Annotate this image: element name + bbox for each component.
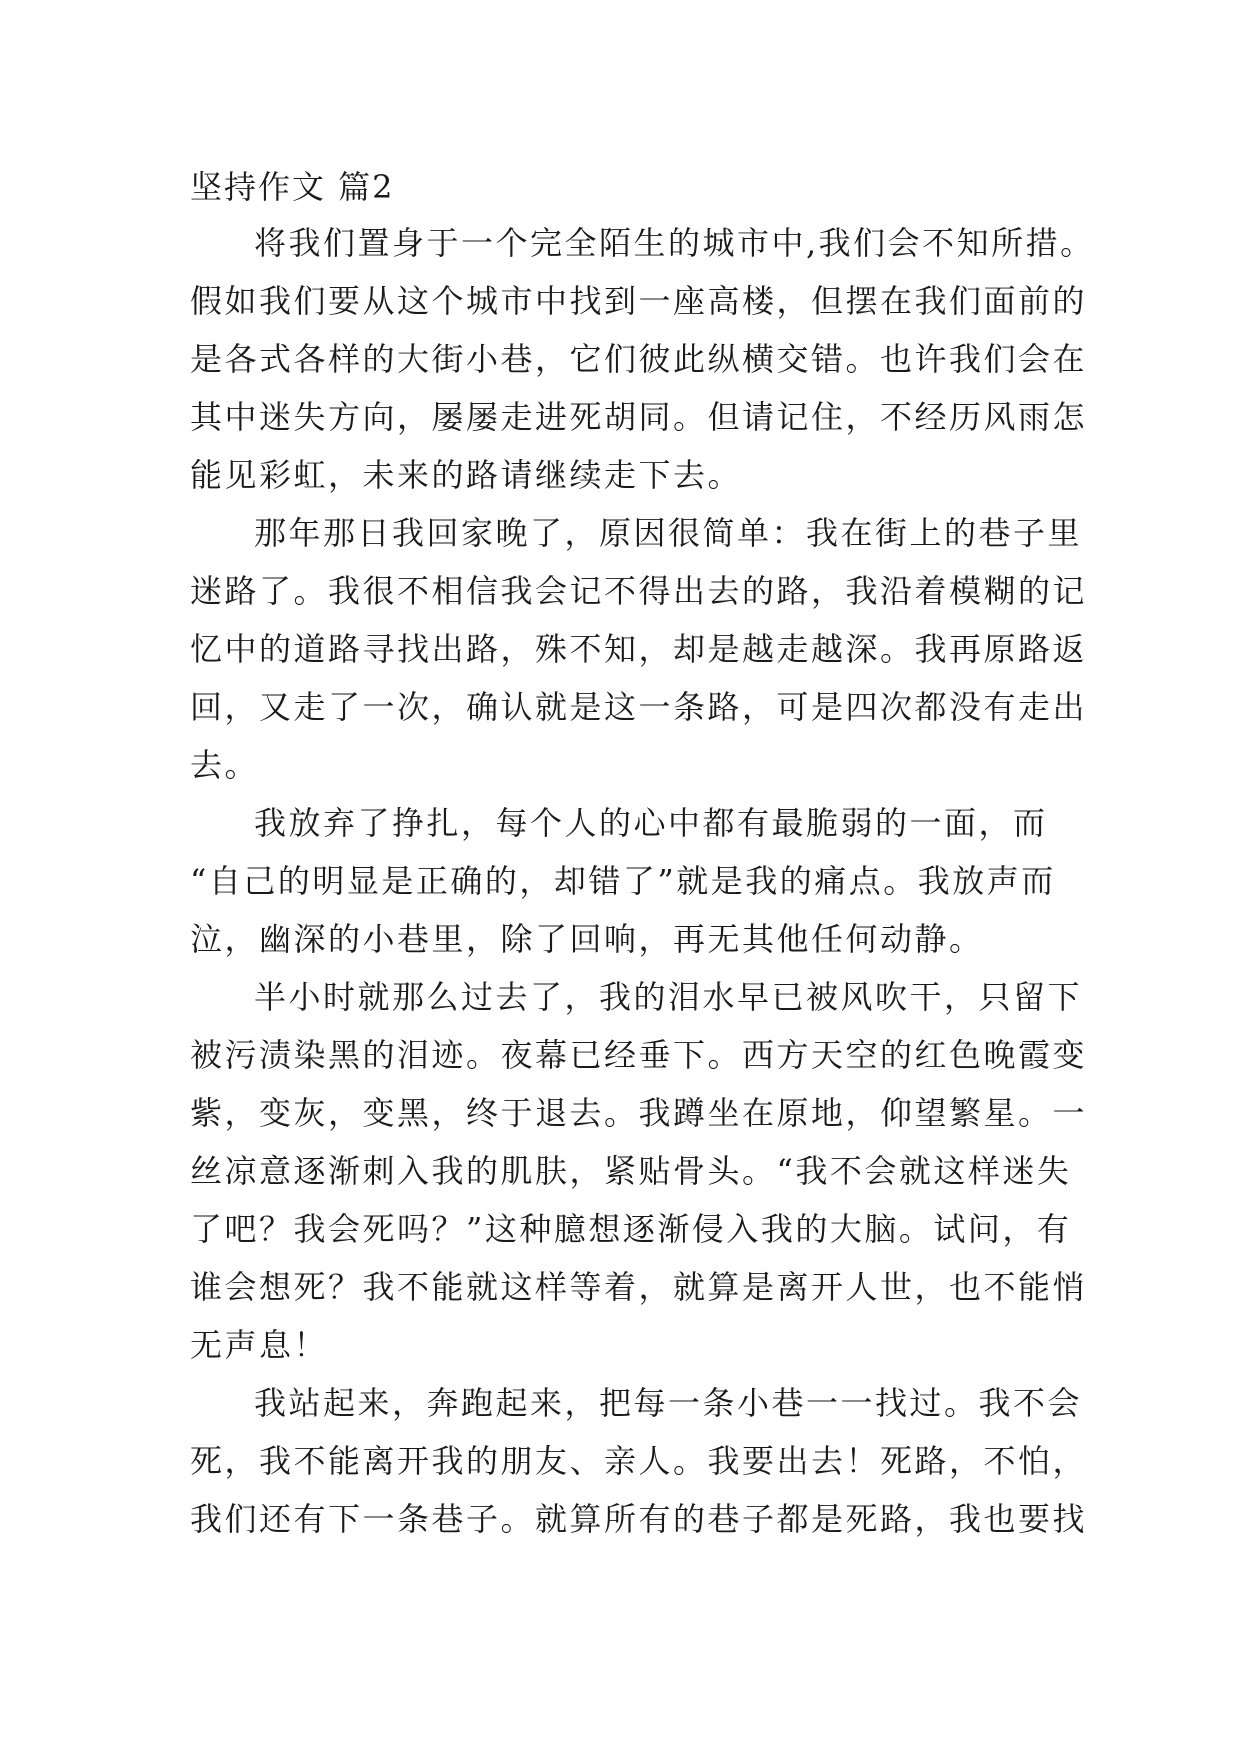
document-title: 坚持作文 篇2 [190, 168, 395, 206]
paragraph-line: 泣，幽深的小巷里，除了回响，再无其他任何动静。 [190, 920, 984, 958]
paragraph-line: 回，又走了一次，确认就是这一条路，可是四次都没有走出 [190, 688, 1088, 726]
paragraph-line: 了吧？我会死吗？”这种臆想逐渐侵入我的大脑。试问，有 [190, 1210, 1072, 1248]
paragraph-line: 我们还有下一条巷子。就算所有的巷子都是死路，我也要找 [190, 1500, 1088, 1538]
paragraph-line: 去。 [190, 746, 260, 784]
paragraph-line: 谁会想死？我不能就这样等着，就算是离开人世，也不能悄 [190, 1268, 1088, 1306]
paragraph [190, 968, 1088, 1374]
paragraph-line: 死，我不能离开我的朋友、亲人。我要出去！死路，不怕， [190, 1442, 1088, 1480]
paragraph-line: 丝凉意逐渐刺入我的肌肤，紧贴骨头。“我不会就这样迷失 [190, 1152, 1072, 1190]
paragraph-line: 忆中的道路寻找出路，殊不知，却是越走越深。我再原路返 [190, 630, 1088, 668]
paragraph-line: “自己的明显是正确的，却错了”就是我的痛点。我放声而 [190, 862, 1056, 900]
paragraph-line: 我站起来，奔跑起来，把每一条小巷一一找过。我不会 [254, 1384, 1083, 1422]
paragraph-line: 半小时就那么过去了，我的泪水早已被风吹干，只留下 [254, 978, 1083, 1016]
paragraph [190, 794, 1070, 968]
paragraph-line: 能见彩虹，未来的路请继续走下去。 [190, 456, 743, 494]
paragraph-line: 被污渍染黑的泪迹。夜幕已经垂下。西方天空的红色晚霞变 [190, 1036, 1088, 1074]
paragraph-line: 是各式各样的大街小巷，它们彼此纵横交错。也许我们会在 [190, 340, 1088, 378]
paragraph-line: 紫，变灰，变黑，终于退去。我蹲坐在原地，仰望繁星。一 [190, 1094, 1088, 1132]
paragraph-line: 将我们置身于一个完全陌生的城市中,我们会不知所措。 [254, 224, 1095, 262]
paragraph-line: 假如我们要从这个城市中找到一座高楼，但摆在我们面前的 [190, 282, 1088, 320]
document-page [190, 160, 1095, 1548]
paragraph [190, 1374, 1088, 1548]
paragraph [190, 214, 1095, 504]
paragraph-line: 那年那日我回家晚了，原因很简单：我在街上的巷子里 [254, 514, 1083, 552]
paragraph-line: 其中迷失方向，屡屡走进死胡同。但请记住，不经历风雨怎 [190, 398, 1088, 436]
paragraph-line: 无声息！ [190, 1326, 329, 1364]
paragraph-line: 迷路了。我很不相信我会记不得出去的路，我沿着模糊的记 [190, 572, 1088, 610]
paragraph-line: 我放弃了挣扎，每个人的心中都有最脆弱的一面，而 [254, 804, 1048, 842]
paragraph [190, 504, 1088, 794]
